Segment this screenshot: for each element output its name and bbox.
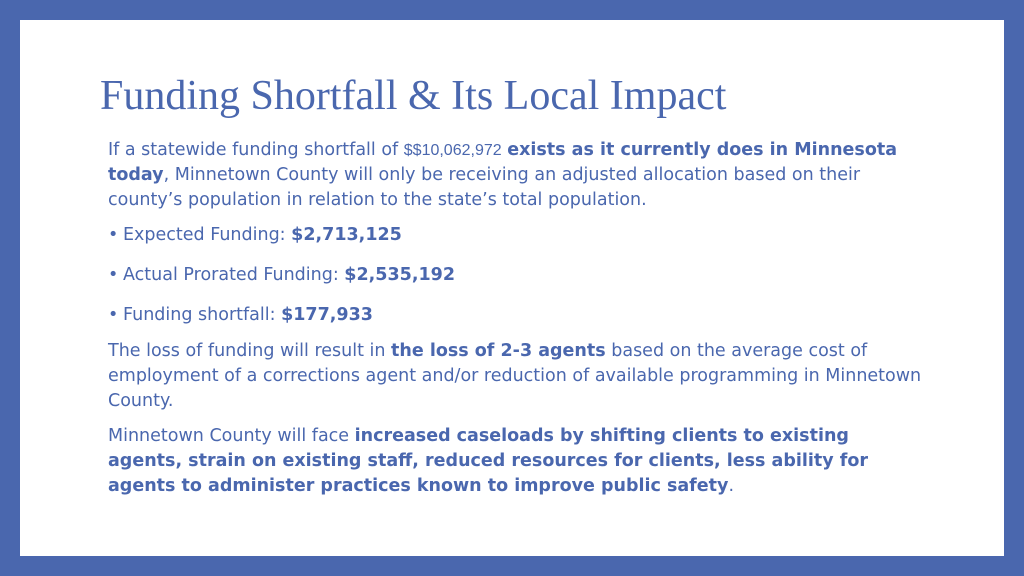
expected-funding-label: Expected Funding: [123,225,292,245]
loss-paragraph [108,339,928,414]
funding-list [108,223,928,328]
bullet-icon: • [108,265,119,285]
intro-text-1: If a statewide funding shortfall of [108,140,404,160]
actual-funding-value: $2,535,192 [344,265,456,285]
list-item-funding-shortfall [108,303,928,328]
loss-bold-text: the loss of 2-3 agents [391,341,606,361]
actual-funding-label: Actual Prorated Funding: [123,265,345,285]
slide [20,20,1004,556]
loss-text-2: based on the average cost of employment of a corrections agent and/or reduction of available programming in Minnetown County. [108,341,922,411]
bullet-icon: • [108,305,119,325]
impact-bold-text: increased caseloads by shifting clients to existing agents, strain on existing staff, reduced resources for clients, less ability for agents to administer practices known to improve public safety [108,426,869,496]
intro-text-3: , Minnetown County will only be receiving an adjusted allocation based on their county’s population in relation to the state’s total population. [108,165,861,210]
impact-text-1: Minnetown County will face [108,426,355,446]
funding-shortfall-value: $177,933 [281,305,373,325]
funding-shortfall-label: Funding shortfall: [123,305,282,325]
slide-body [108,138,928,509]
intro-paragraph [108,138,928,213]
slide-title: Funding Shortfall & Its Local Impact [100,73,727,119]
list-item-expected-funding [108,223,928,248]
impact-paragraph [108,424,928,499]
statewide-shortfall-amount: $$10,062,972 [403,142,502,159]
loss-text-1: The loss of funding will result in [108,341,392,361]
intro-bold-text: exists as it currently does in Minnesota today [108,140,898,185]
list-item-actual-funding [108,263,928,288]
expected-funding-value: $2,713,125 [291,225,402,245]
impact-text-2: . [728,476,735,496]
bullet-icon: • [108,225,119,245]
